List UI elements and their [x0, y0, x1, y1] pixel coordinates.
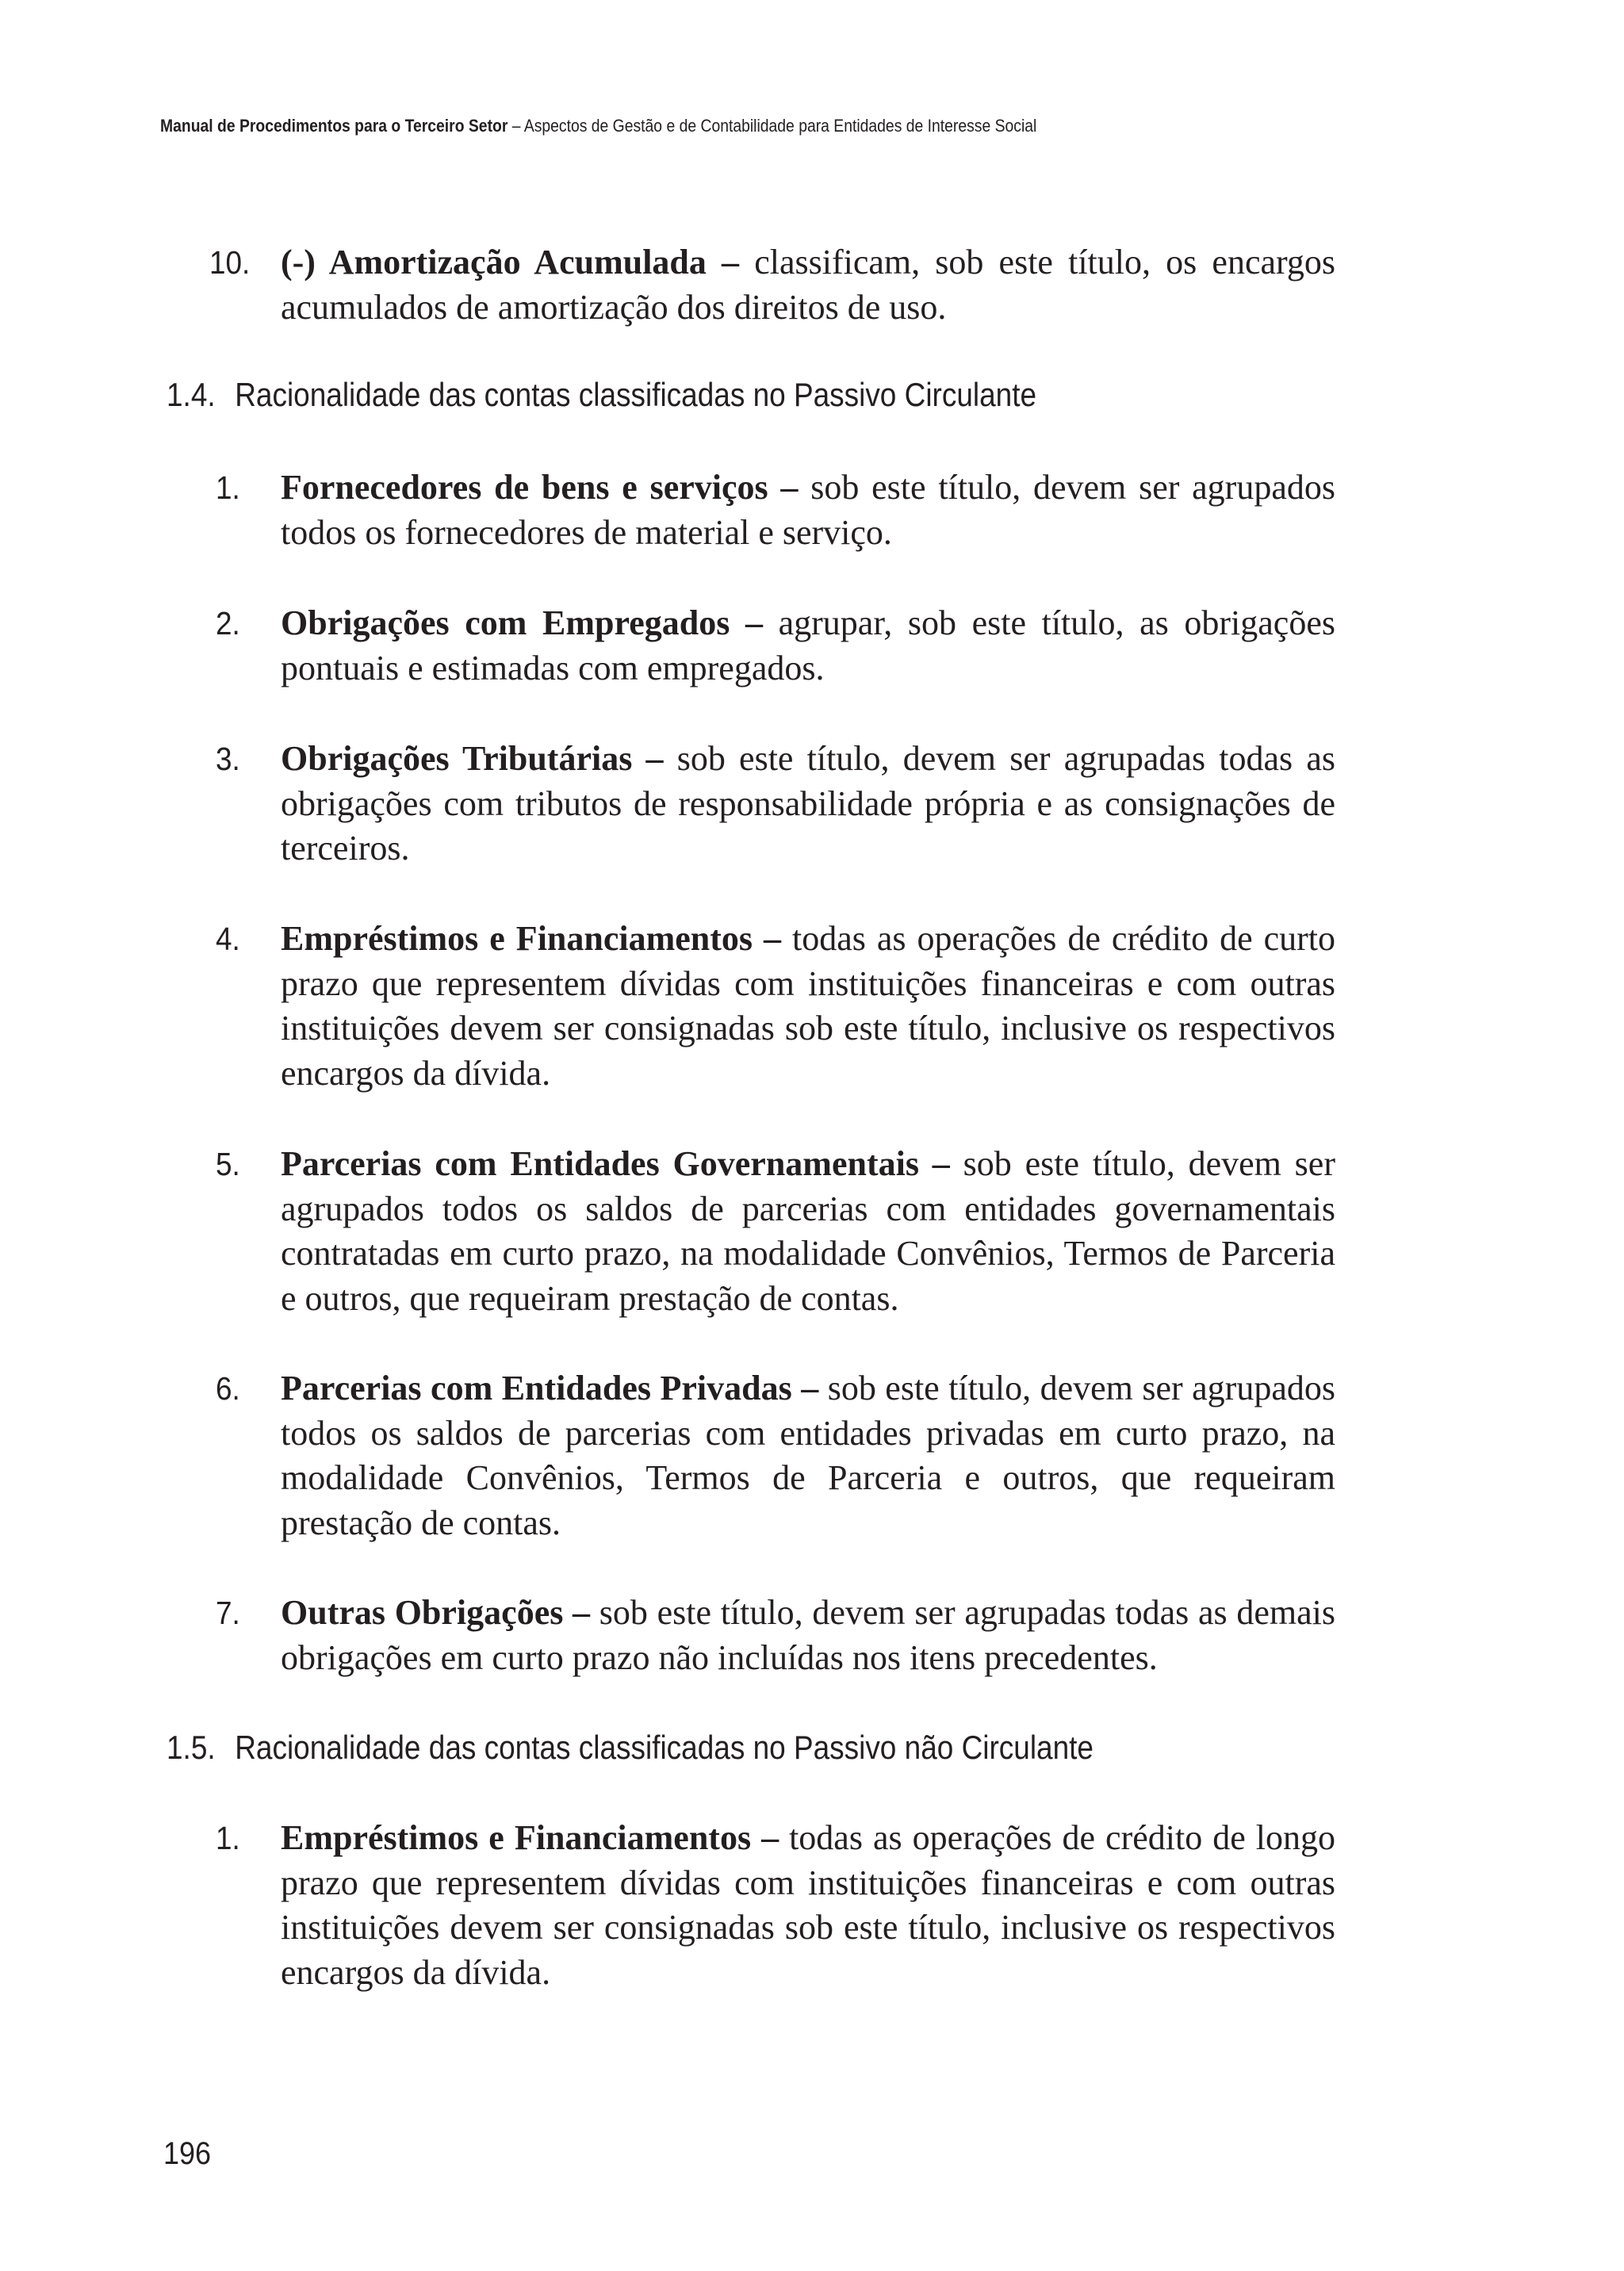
list-item-text	[281, 240, 1335, 330]
list-item-number: 1.	[216, 469, 240, 506]
list-item-text	[281, 601, 1335, 691]
list-item-number: 5.	[216, 1146, 240, 1182]
list-item-text	[281, 465, 1335, 555]
list-item-number: 4.	[216, 921, 240, 957]
running-header-title: Manual de Procedimentos para o Terceiro Setor	[160, 116, 508, 136]
list-item-term: Parcerias com Entidades Governamentais –	[281, 1144, 950, 1183]
section-title: Racionalidade das contas classificadas no Passivo não Circulante	[235, 1729, 1094, 1766]
list-item-number: 3.	[216, 741, 240, 777]
list-item-description: todas as operações de crédito de curto prazo que representem dívidas com instituições financeiras e com outras instituições devem ser consignadas sob este título, inclusive os respectivos encargos da dívida.	[281, 919, 1336, 1093]
list-item-description: agrupar, sob este título, as obrigações pontuais e estimadas com empregados.	[281, 603, 1335, 687]
list-item-number: 2.	[216, 605, 240, 641]
list-item-term: Empréstimos e Financiamentos –	[281, 1818, 779, 1857]
section-number: 1.4.	[167, 376, 216, 413]
list-item-description: sob este título, devem ser agrupadas todas as obrigações com tributos de responsabilidade própria e as consignações de terceiros.	[281, 739, 1335, 867]
list-item-term: (-) Amortização Acumulada –	[281, 243, 740, 281]
section-heading-1-5	[167, 1725, 1094, 1770]
list-item-description: classificam, sob este título, os encargos acumulados de amortização dos direitos de uso.	[281, 243, 1335, 327]
list-item-text	[281, 1142, 1335, 1321]
list-item-number: 6.	[216, 1370, 240, 1407]
list-item-term: Outras Obrigações –	[281, 1593, 591, 1632]
list-item-term: Parcerias com Entidades Privadas –	[281, 1369, 819, 1407]
list-item-number: 1.	[216, 1820, 240, 1856]
list-item-description: sob este título, devem ser agrupados todos os saldos de parcerias com entidades governamentais contratadas em curto prazo, na modalidade Convênios, Termos de Parceria e outros, que requeiram prestação de contas.	[281, 1144, 1335, 1318]
list-item-description: todas as operações de crédito de longo prazo que representem dívidas com instituições financeiras e com outras instituições devem ser consignadas sob este título, inclusive os respectivos encargos da dívida.	[281, 1818, 1335, 1992]
list-item-description: sob este título, devem ser agrupados todos os saldos de parcerias com entidades privadas em curto prazo, na modalidade Convênios, Termos de Parceria e outros, que requeiram prestação de contas.	[281, 1369, 1335, 1542]
list-item-term: Fornecedores de bens e serviços –	[281, 468, 799, 507]
section-heading-1-4	[167, 373, 1036, 417]
list-item-term: Obrigações com Empregados –	[281, 603, 763, 642]
list-item-text	[281, 1816, 1335, 1995]
list-item-description: sob este título, devem ser agrupadas todas as demais obrigações em curto prazo não incluídas nos itens precedentes.	[281, 1593, 1335, 1677]
list-item-number: 10.	[209, 244, 251, 281]
list-item-term: Empréstimos e Financiamentos –	[281, 919, 782, 958]
list-item-text	[281, 737, 1335, 871]
running-header	[160, 116, 1320, 136]
list-item-description: sob este título, devem ser agrupados todos os fornecedores de material e serviço.	[281, 468, 1335, 552]
page-number: 196	[163, 2136, 212, 2171]
list-item-text	[281, 1366, 1335, 1545]
list-item-term: Obrigações Tributárias –	[281, 739, 664, 778]
list-item-text	[281, 1591, 1335, 1680]
running-header-subtitle: – Aspectos de Gestão e de Contabilidade para Entidades de Interesse Social	[508, 116, 1037, 136]
section-number: 1.5.	[167, 1729, 216, 1766]
section-title: Racionalidade das contas classificadas no Passivo Circulante	[235, 376, 1037, 413]
list-item-text	[281, 917, 1335, 1096]
list-item-number: 7.	[216, 1595, 240, 1631]
